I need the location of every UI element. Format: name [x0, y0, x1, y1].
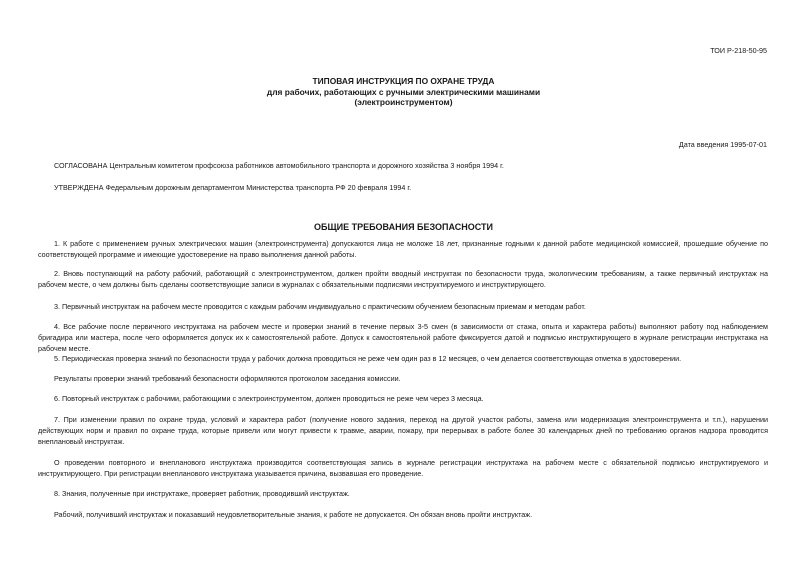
- document-title: [0, 76, 807, 108]
- paragraph-5: 5. Периодическая проверка знаний по безопасности труда у рабочих должна проводиться не реже чем один раз в 12 месяцев, о чем делается соответствующая отметка в удостоверении.: [54, 354, 682, 363]
- paragraph-6: 6. Повторный инструктаж с рабочими, работающими с электроинструментом, должен проводиться не реже чем через 3 месяца.: [54, 394, 484, 403]
- paragraph-7-registration: О проведении повторного и внепланового инструктажа производится соответствующая запись в журнале регистрации инструктажа на рабочем месте с обязательной подписью инструктируемого и инструктирующего. При регистрации внепланового инструктажа указывается причина, вызвавшая его проведение.: [38, 458, 768, 478]
- approved-statement: УТВЕРЖДЕНА Федеральным дорожным департаментом Министерства транспорта РФ 20 февраля 1994 г.: [54, 183, 412, 192]
- section-title: ОБЩИЕ ТРЕБОВАНИЯ БЕЗОПАСНОСТИ: [313, 222, 494, 232]
- paragraph-3: 3. Первичный инструктаж на рабочем месте проводится с каждым рабочим индивидуально с практическим обучением безопасным приемам и методам работ.: [54, 302, 586, 311]
- document-code: ТОИ Р-218-50-95: [710, 46, 767, 55]
- paragraph-8: 8. Знания, полученные при инструктаже, проверяет работник, проводивший инструктаж.: [54, 489, 350, 498]
- paragraph-7: 7. При изменении правил по охране труда, условий и характера работ (получение нового задания, переход на другой участок работы, замена или модернизация электроинструмента и т.п.), нарушении действующих норм и правил по охране труда, которые привели или могут привести к травме, аварии, пожару, при перерывах в работе более 30 календарных дней по требованию органов надзора проводится внеплановый инструктаж.: [38, 415, 768, 446]
- title-line-1: ТИПОВАЯ ИНСТРУКЦИЯ ПО ОХРАНЕ ТРУДА: [312, 76, 495, 86]
- title-line-2: для рабочих, работающих с ручными электрическими машинами: [266, 86, 541, 97]
- paragraph-4: 4. Все рабочие после первичного инструктажа на рабочем месте и проверки знаний в течение первых 3-5 смен (в зависимости от стажа, опыта и характера работы) выполняют работу под наблюдением бригадира или мастера, после чего оформляется допуск их к самостоятельной работе. Допуск к самостоятельной работе фиксируется датой и подписью инструктирующего в журнале регистрации инструктажа на рабочем месте.: [38, 322, 768, 353]
- agreed-statement: СОГЛАСОВАНА Центральным комитетом профсоюза работников автомобильного транспорта и дорожного хозяйства 3 ноября 1994 г.: [54, 161, 504, 170]
- paragraph-1: 1. К работе с применением ручных электрических машин (электроинструмента) допускаются лица не моложе 18 лет, признанные годными к данной работе медицинской комиссией, прошедшие обучение по соответствующей программе и имеющие удостоверение на право выполнения данной работы.: [38, 239, 768, 259]
- paragraph-5-results: Результаты проверки знаний требований безопасности оформляются протоколом заседания комиссии.: [54, 374, 401, 383]
- paragraph-8-admission: Рабочий, получивший инструктаж и показавший неудовлетворительные знания, к работе не допускается. Он обязан вновь пройти инструктаж.: [54, 510, 533, 519]
- effective-date: Дата введения 1995-07-01: [678, 140, 767, 149]
- paragraph-2: 2. Вновь поступающий на работу рабочий, работающий с электроинструментом, должен пройти вводный инструктаж по безопасности труда, экологическим требованиям, а также первичный инструктаж на рабочем месте, о чем должны быть сделаны соответствующие записи в журналах с обязательными подписями инструктируемого и инструктирующего.: [38, 269, 768, 289]
- title-line-3: (электроинструментом): [354, 97, 453, 107]
